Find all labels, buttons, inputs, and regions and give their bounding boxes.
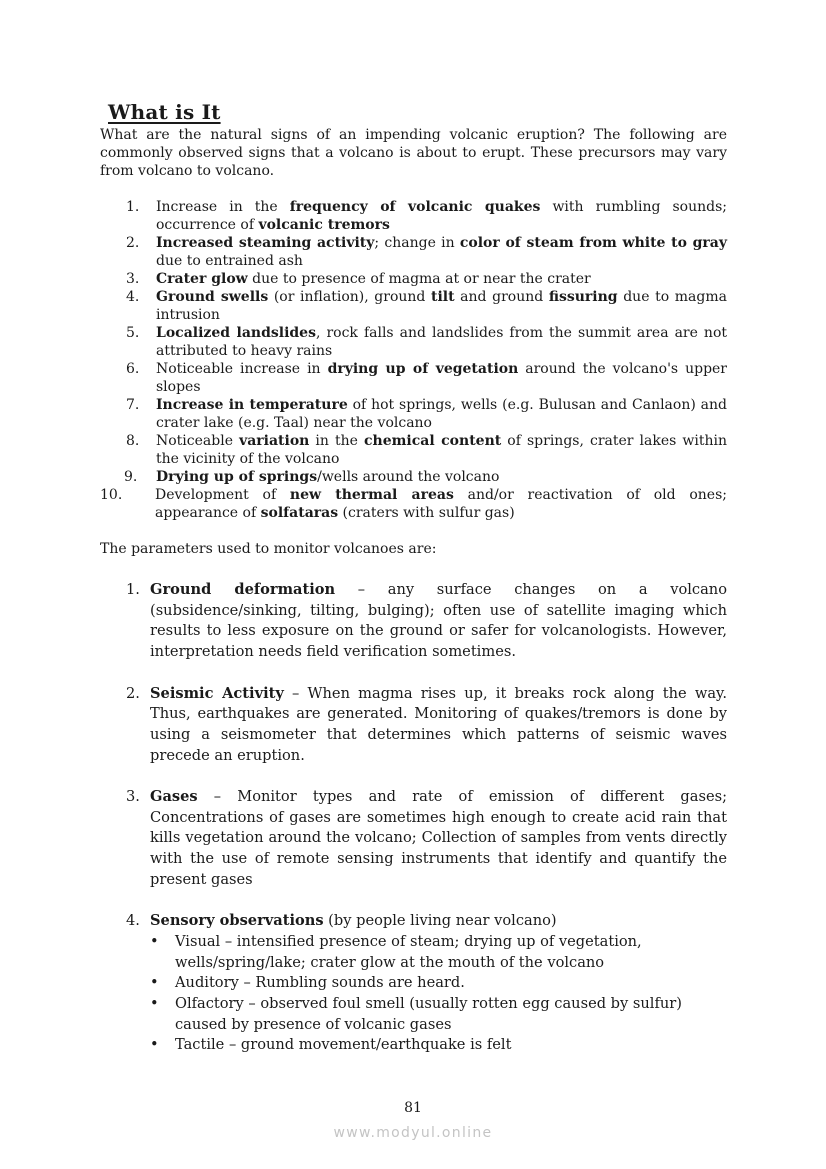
emphasis-text: Drying up of springs — [156, 469, 318, 485]
eruption-signs-list — [100, 198, 727, 522]
text-run: due to presence of magma at or near the crater — [247, 271, 591, 287]
item-number: 10. — [100, 487, 123, 503]
item-number: 4. — [126, 912, 140, 930]
emphasis-text: Ground swells — [156, 289, 269, 305]
page-number: 81 — [404, 1100, 422, 1116]
emphasis-text: variation — [239, 433, 310, 449]
item-text — [156, 289, 727, 323]
list-item — [100, 270, 727, 288]
text-run: Development of — [155, 487, 290, 503]
emphasis-text: chemical content — [364, 433, 502, 449]
list-item — [150, 994, 727, 1035]
item-text — [156, 235, 727, 269]
parameter-text: (by people living near volcano) — [323, 912, 557, 930]
parameter-item — [100, 684, 727, 767]
sensory-text: Tactile – ground movement/earthquake is felt — [175, 1036, 512, 1054]
item-number: 8. — [126, 433, 140, 449]
bullet-icon: • — [150, 1036, 159, 1054]
emphasis-text: Crater glow — [156, 271, 248, 287]
list-item — [150, 1035, 727, 1056]
emphasis-text: frequency of volcanic quakes — [289, 199, 541, 215]
list-item — [100, 324, 727, 360]
item-text — [156, 271, 591, 287]
text-run: of springs, crater lakes within the vicinity of the volcano — [156, 433, 727, 467]
parameter-text: – When magma rises up, it breaks rock along the way. Thus, earthquakes are generated. Monitoring of quakes/tremors is done by using a seismometer that determines which patterns of seismic waves precede an eruption. — [150, 684, 727, 764]
item-text — [156, 361, 727, 395]
emphasis-text: new thermal areas — [289, 487, 454, 503]
list-item — [150, 932, 727, 973]
section-title: What is It — [108, 100, 221, 124]
sensory-text: Olfactory – observed foul smell (usually rotten egg caused by sulfur) caused by presence of volcanic gases — [175, 995, 682, 1033]
sensory-list — [150, 932, 727, 1056]
list-item — [100, 486, 727, 522]
emphasis-text: Localized landslides — [156, 325, 316, 341]
text-run: due to magma intrusion — [156, 289, 727, 323]
list-item — [100, 396, 727, 432]
list-item — [100, 468, 727, 486]
item-number: 2. — [126, 684, 140, 702]
text-run: ; change in — [374, 235, 460, 251]
list-item — [150, 973, 727, 994]
emphasis-text: solfataras — [260, 505, 339, 521]
item-number: 3. — [126, 271, 140, 287]
emphasis-text: Increase in temperature — [156, 397, 348, 413]
item-number: 5. — [126, 325, 140, 341]
sensory-text: Visual – intensified presence of steam; drying up of vegetation, wells/spring/lake; crater glow at the mouth of the volcano — [175, 932, 642, 971]
text-run: (or inflation), ground — [268, 289, 431, 305]
list-item — [100, 234, 727, 270]
item-text — [156, 397, 727, 431]
emphasis-text: volcanic tremors — [258, 217, 390, 233]
item-number: 9. — [124, 469, 138, 485]
parameter-text: – Monitor types and rate of emission of different gases; Concentrations of gases are sometimes high enough to create acid rain that kills vegetation around the volcano; Collection of samples from vents directly with the use of remote sensing instruments that identify and quantify the present gases — [150, 788, 727, 888]
text-run: of hot springs, wells (e.g. Bulusan and Canlaon) and crater lake (e.g. Taal) near the volcano — [156, 397, 728, 431]
text-run: , rock falls and landslides from the summit area are not attributed to heavy rains — [156, 325, 728, 359]
emphasis-text: drying up of vegetation — [327, 361, 519, 377]
item-number: 2. — [126, 235, 140, 251]
parameter-label: Gases — [150, 788, 198, 805]
monitoring-parameters-list — [100, 580, 727, 1077]
sensory-text: Auditory – Rumbling sounds are heard. — [175, 974, 465, 992]
parameter-label: Seismic Activity — [150, 684, 284, 702]
text-run: /wells around the volcano — [317, 469, 500, 485]
item-text — [156, 199, 727, 233]
watermark: www.modyul.online — [333, 1125, 493, 1141]
parameter-label: Ground deformation — [150, 581, 336, 598]
item-number: 6. — [126, 361, 140, 377]
parameter-label: Sensory observations — [150, 912, 324, 930]
item-text — [156, 469, 499, 485]
parameters-intro: The parameters used to monitor volcanoes are: — [100, 541, 437, 557]
item-text — [156, 325, 727, 359]
emphasis-text: tilt — [430, 289, 455, 305]
item-text — [155, 487, 727, 521]
parameter-item — [100, 580, 727, 663]
text-run: due to entrained ash — [156, 253, 303, 269]
bullet-icon: • — [150, 995, 159, 1013]
text-run: and ground — [454, 289, 549, 305]
parameter-item — [100, 787, 727, 891]
list-item — [100, 432, 727, 468]
text-run: with rumbling sounds; occurrence of — [156, 199, 728, 233]
item-number: 4. — [126, 289, 140, 305]
emphasis-text: fissuring — [548, 289, 618, 305]
text-run: and/or reactivation of old ones; appearance of — [155, 487, 727, 521]
text-run: in the — [309, 433, 364, 449]
bullet-icon: • — [150, 932, 159, 950]
text-run: Noticeable — [156, 433, 240, 449]
parameter-item — [100, 911, 727, 1056]
text-run: Noticeable increase in — [156, 361, 328, 377]
emphasis-text: color of steam from white to gray — [459, 235, 728, 251]
text-run: Increase in the — [156, 199, 290, 215]
list-item — [100, 360, 727, 396]
text-run: (craters with sulfur gas) — [338, 505, 515, 521]
text-run: around the volcano's upper slopes — [156, 361, 728, 395]
intro-paragraph — [100, 126, 727, 180]
item-text — [156, 433, 727, 467]
bullet-icon: • — [150, 974, 159, 992]
emphasis-text: Increased steaming activity — [156, 235, 375, 251]
item-number: 7. — [126, 397, 140, 413]
item-number: 3. — [126, 788, 140, 805]
list-item — [100, 288, 727, 324]
item-number: 1. — [126, 581, 140, 598]
parameter-text: – any surface changes on a volcano (subsidence/sinking, tilting, bulging); often use of satellite imaging which results to less exposure on the ground or safer for volcanologists. However, interpretation needs field verification sometimes. — [150, 581, 727, 661]
list-item — [100, 198, 727, 234]
item-number: 1. — [126, 199, 140, 215]
intro-text: What are the natural signs of an impending volcanic eruption? The following are commonly observed signs that a volcano is about to erupt. These precursors may vary from volcano to volcano. — [100, 127, 727, 179]
